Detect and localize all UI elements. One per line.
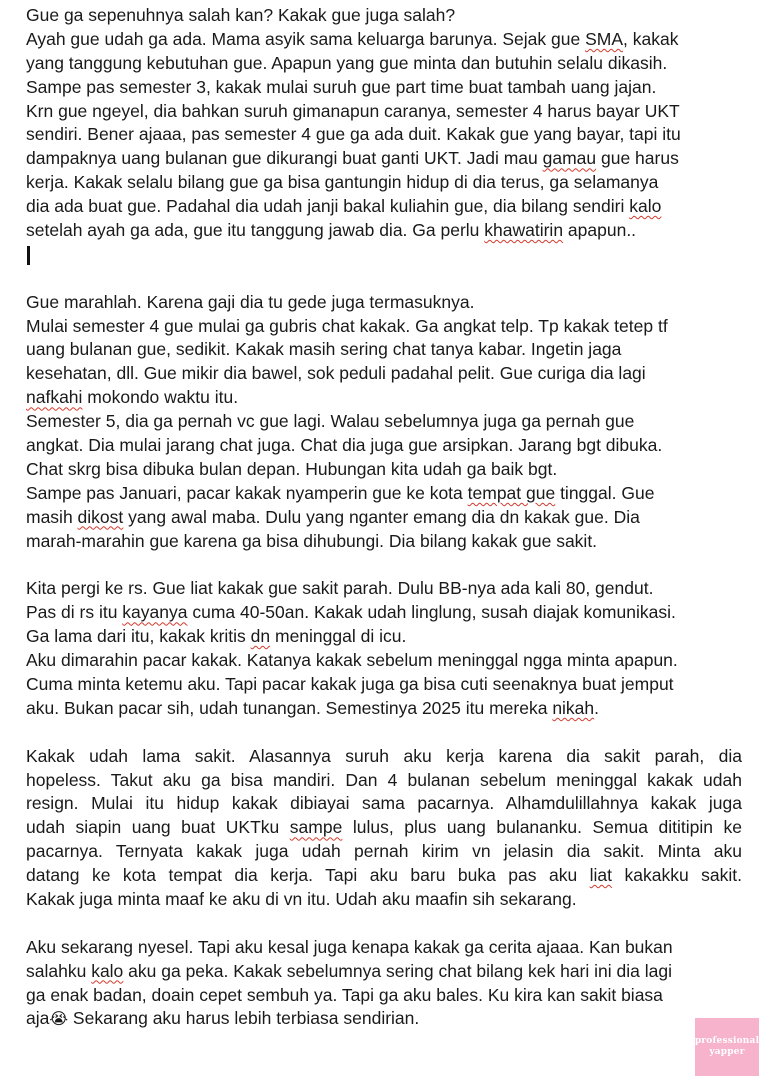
text-line — [26, 888, 742, 912]
text-run: mokondo waktu itu. — [82, 387, 239, 408]
text-line — [26, 649, 742, 673]
text-line — [26, 697, 742, 721]
text-run: resign. Mulai itu hidup kakak dibiayai sama pacarnya. Alhamdulillahnya kakak juga — [26, 793, 742, 814]
text-line — [26, 1007, 742, 1031]
text-line — [26, 362, 742, 386]
spellcheck-flagged-word[interactable]: dn — [250, 626, 271, 647]
text-run: Semester 5, dia ga pernah vc gue lagi. Walau sebelumnya juga ga pernah gue — [26, 411, 635, 432]
text-run: Cuma minta ketemu aku. Tapi pacar kakak juga ga bisa cuti seenaknya buat jemput — [26, 673, 674, 694]
text-run: gue harus — [596, 148, 679, 169]
text-run: kerja. Kakak selalu bilang gue ga bisa gantungin hidup di dia terus, ga selamanya — [26, 172, 659, 193]
spellcheck-flagged-word[interactable]: sampe — [289, 817, 343, 838]
text-run: Pas di rs itu — [26, 602, 123, 623]
text-line — [26, 195, 742, 219]
text-run: datang ke kota tempat dia kerja. Tapi aku baru buka pas aku — [26, 865, 590, 886]
text-run: meninggal di icu. — [270, 626, 407, 647]
text-run: Aku dimarahin pacar kakak. Katanya kakak sebelum meninggal ngga minta apapun. — [26, 650, 678, 671]
text-line — [26, 76, 742, 100]
spellcheck-flagged-word[interactable]: dikost — [77, 506, 124, 527]
text-run: Kita pergi ke rs. Gue liat kakak gue sakit parah. Dulu BB-nya ada kali 80, gendut. — [26, 578, 654, 599]
text-run: kakakku sakit. — [612, 865, 742, 886]
text-run: . — [594, 697, 600, 718]
text-run: udah siapin uang buat UKTku — [26, 817, 290, 838]
text-line — [26, 936, 742, 960]
text-cursor-caret — [27, 246, 30, 265]
spellcheck-flagged-word[interactable]: liat — [589, 865, 613, 886]
text-run: dampaknya uang bulanan gue dikurangi buat ganti UKT. Jadi mau — [26, 148, 543, 169]
text-line — [26, 410, 742, 434]
text-run: Ga lama dari itu, kakak kritis — [26, 626, 251, 647]
text-run: Mulai semester 4 gue mulai ga gubris chat kakak. Ga angkat telp. Tp kakak tetep tf — [26, 315, 668, 336]
spellcheck-flagged-word[interactable]: kalo — [91, 960, 124, 981]
paragraph-gap — [26, 553, 742, 577]
text-run: angkat. Dia mulai jarang chat juga. Chat dia juga gue arsipkan. Jarang bgt dibuka. — [26, 435, 663, 456]
text-run: salahku — [26, 960, 92, 981]
text-line — [26, 52, 742, 76]
text-line — [26, 745, 742, 769]
text-run: Kakak udah lama sakit. Alasannya suruh aku kerja karena dia sakit parah, dia — [26, 745, 742, 766]
text-line — [26, 601, 742, 625]
text-run: Kakak juga minta maaf ke aku di vn itu. Udah aku maafin sih sekarang. — [26, 888, 577, 909]
spellcheck-flagged-word[interactable]: SMA — [585, 28, 623, 49]
text-line — [26, 434, 742, 458]
text-run: setelah ayah ga ada, gue itu tanggung jawab dia. Ga perlu — [26, 220, 485, 241]
text-run: aku. Bukan pacar sih, udah tunangan. Semestinya 2025 itu mereka — [26, 697, 553, 718]
spellcheck-flagged-word[interactable]: nafkahi — [26, 387, 83, 408]
text-line — [26, 769, 742, 793]
text-line — [26, 28, 742, 52]
text-run: Sampe pas Januari, pacar kakak nyamperin gue ke kota — [26, 482, 468, 503]
spellcheck-flagged-word[interactable]: khawatirin — [484, 220, 564, 241]
text-line — [26, 864, 742, 888]
text-line — [26, 458, 742, 482]
text-run: kesehatan, dll. Gue mikir dia bawel, sok peduli padahal pelit. Gue curiga dia lagi — [26, 363, 646, 384]
text-line — [26, 506, 742, 530]
spellcheck-flagged-word[interactable]: kayanya — [122, 602, 188, 623]
text-line — [26, 530, 742, 554]
paragraph-gap — [26, 912, 742, 936]
watermark-line-1: professional — [694, 1036, 759, 1046]
watermark-line-2: yapper — [709, 1047, 745, 1057]
spellcheck-flagged-word[interactable]: tempat gue — [467, 482, 556, 503]
text-line — [26, 338, 742, 362]
text-line — [26, 243, 742, 267]
text-run: hopeless. Takut aku ga bisa mandiri. Dan 4 bulanan sebelum meninggal kakak udah — [26, 769, 742, 790]
text-run: apapun.. — [563, 220, 637, 241]
text-run: cuma 40-50an. Kakak udah linglung, susah diajak komunikasi. — [187, 602, 676, 623]
paragraph — [26, 745, 742, 912]
text-run: yang tanggung kebutuhan gue. Apapun yang gue minta dan butuhin selalu dikasih. — [26, 52, 668, 73]
paragraph — [26, 291, 742, 554]
text-run: aku ga peka. Kakak sebelumnya sering chat bilang kek hari ini dia lagi — [123, 960, 672, 981]
text-line — [26, 960, 742, 984]
crying-face-emoji: 😭 — [49, 1009, 69, 1029]
text-run: Sekarang aku harus lebih terbiasa sendirian. — [68, 1008, 420, 1029]
text-line — [26, 4, 742, 28]
text-run: aja — [26, 1008, 50, 1029]
text-line — [26, 816, 742, 840]
paragraph — [26, 4, 742, 267]
text-line — [26, 100, 742, 124]
text-run: ga enak badan, doain cepet sembuh ya. Tapi ga aku bales. Ku kira kan sakit biasa — [26, 984, 663, 1005]
text-run: Chat skrg bisa dibuka bulan depan. Hubungan kita udah ga baik bgt. — [26, 458, 558, 479]
watermark-logo — [695, 1018, 759, 1076]
text-line — [26, 386, 742, 410]
text-run: uang bulanan gue, sedikit. Kakak masih sering chat tanya kabar. Ingetin jaga — [26, 339, 622, 360]
spellcheck-flagged-word[interactable]: gamau — [542, 148, 597, 169]
text-run: sendiri. Bener ajaaa, pas semester 4 gue ga ada duit. Kakak gue yang bayar, tapi itu — [26, 124, 681, 145]
text-run: tinggal. Gue — [555, 482, 655, 503]
paragraph — [26, 936, 742, 1032]
text-run: Krn gue ngeyel, dia bahkan suruh gimanapun caranya, semester 4 harus bayar UKT — [26, 100, 680, 121]
text-line — [26, 219, 742, 243]
text-line — [26, 147, 742, 171]
text-run: Ayah gue udah ga ada. Mama asyik sama keluarga barunya. Sejak gue — [26, 28, 586, 49]
text-run: pacarnya. Ternyata kakak juga udah pernah kirim vn jelasin dia sakit. Minta aku — [26, 841, 742, 862]
spellcheck-flagged-word[interactable]: kalo — [629, 196, 662, 217]
text-line — [26, 291, 742, 315]
text-line — [26, 577, 742, 601]
text-line — [26, 482, 742, 506]
text-line — [26, 840, 742, 864]
text-line — [26, 171, 742, 195]
document-body — [26, 4, 742, 1031]
paragraph — [26, 577, 742, 720]
text-line — [26, 984, 742, 1008]
text-line — [26, 315, 742, 339]
text-run: lulus, plus uang bulananku. Semua dititipin ke — [342, 817, 742, 838]
paragraph-gap — [26, 267, 742, 291]
spellcheck-flagged-word[interactable]: nikah — [552, 697, 595, 718]
text-run: Aku sekarang nyesel. Tapi aku kesal juga kenapa kakak ga cerita ajaaa. Kan bukan — [26, 936, 673, 957]
text-run: dia ada buat gue. Padahal dia udah janji bakal kuliahin gue, dia bilang sendiri — [26, 196, 630, 217]
text-run: Sampe pas semester 3, kakak mulai suruh gue part time buat tambah uang jajan. — [26, 76, 657, 97]
text-run: marah-marahin gue karena ga bisa dihubungi. Dia bilang kakak gue sakit. — [26, 530, 598, 551]
text-line — [26, 625, 742, 649]
text-run: yang awal maba. Dulu yang nganter emang dia dn kakak gue. Dia — [123, 506, 640, 527]
text-run: Gue marahlah. Karena gaji dia tu gede juga termasuknya. — [26, 291, 475, 312]
text-line — [26, 673, 742, 697]
text-run: masih — [26, 506, 78, 527]
text-line — [26, 123, 742, 147]
text-run: Gue ga sepenuhnya salah kan? Kakak gue juga salah? — [26, 5, 456, 25]
text-line — [26, 792, 742, 816]
text-run: , kakak — [623, 28, 679, 49]
paragraph-gap — [26, 721, 742, 745]
